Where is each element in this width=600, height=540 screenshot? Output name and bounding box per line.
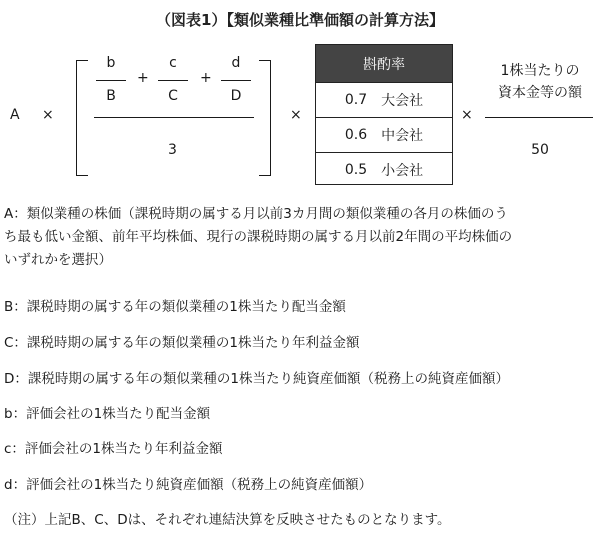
page-title: （図表1）【類似業種比準価額の計算方法】 (156, 11, 444, 29)
var-B: B (106, 88, 116, 104)
adjustment-rate-table (315, 44, 453, 185)
var-A: A (10, 107, 20, 123)
capital-denominator: 50 (531, 142, 549, 158)
left-bracket-side (76, 60, 77, 176)
company-size: 中会社 (381, 128, 424, 144)
var-b: b (106, 55, 116, 71)
denominator-3: 3 (168, 142, 177, 158)
times-1: × (42, 107, 54, 123)
company-size: 小会社 (381, 163, 424, 179)
capital-numerator-line1: 1株当たりの (500, 63, 580, 79)
left-bracket-bottom (76, 175, 88, 176)
definition-C: C：課税時期の属する年の類似業種の1株当たり年利益金額 (4, 335, 360, 351)
definition-d: d：評価会社の1株当たり純資産価額（税務上の純資産価額） (4, 477, 373, 493)
times-3: × (461, 107, 473, 123)
right-bracket-side (270, 60, 271, 176)
capital-numerator-line2: 資本金等の額 (498, 85, 582, 101)
definition-B: B：課税時期の属する年の類似業種の1株当たり配当金額 (4, 299, 346, 315)
definition-A-line2: ち最も低い金額、前年平均株価、現行の課税時期の属する月以前2年間の平均株価の (4, 229, 513, 245)
main-fraction-bar (94, 117, 254, 118)
table-row (316, 152, 452, 187)
fraction-bar-d (221, 80, 251, 81)
capital-fraction-bar (485, 117, 593, 118)
fraction-bar-b (96, 80, 126, 81)
right-bracket-bottom (259, 175, 271, 176)
rate-value: 0.6 (344, 127, 368, 143)
company-size: 大会社 (381, 93, 424, 109)
definition-D: D：課税時期の属する年の類似業種の1株当たり純資産価額（税務上の純資産価額） (4, 371, 509, 387)
definition-A-line3: いずれかを選択） (4, 252, 112, 268)
definition-c: c：評価会社の1株当たり年利益金額 (4, 441, 223, 457)
var-c: c (169, 55, 177, 71)
left-bracket-top (76, 60, 88, 61)
table-row (316, 82, 452, 117)
var-C: C (168, 88, 178, 104)
plus-2: + (200, 70, 212, 86)
definition-b: b：評価会社の1株当たり配当金額 (4, 406, 211, 422)
var-d: d (231, 55, 241, 71)
fraction-bar-c (158, 80, 188, 81)
times-2: × (290, 107, 302, 123)
definition-A-line1: A：類似業種の株価（課税時期の属する月以前3カ月間の類似業種の各月の株価のう (4, 206, 508, 222)
table-header: 斟酌率 (316, 45, 452, 82)
rate-value: 0.5 (344, 162, 368, 178)
rate-value: 0.7 (344, 92, 368, 108)
table-row (316, 117, 452, 152)
note: （注）上記B、C、Dは、それぞれ連結決算を反映させたものとなります。 (4, 512, 451, 528)
plus-1: + (137, 70, 149, 86)
var-D: D (230, 88, 242, 104)
